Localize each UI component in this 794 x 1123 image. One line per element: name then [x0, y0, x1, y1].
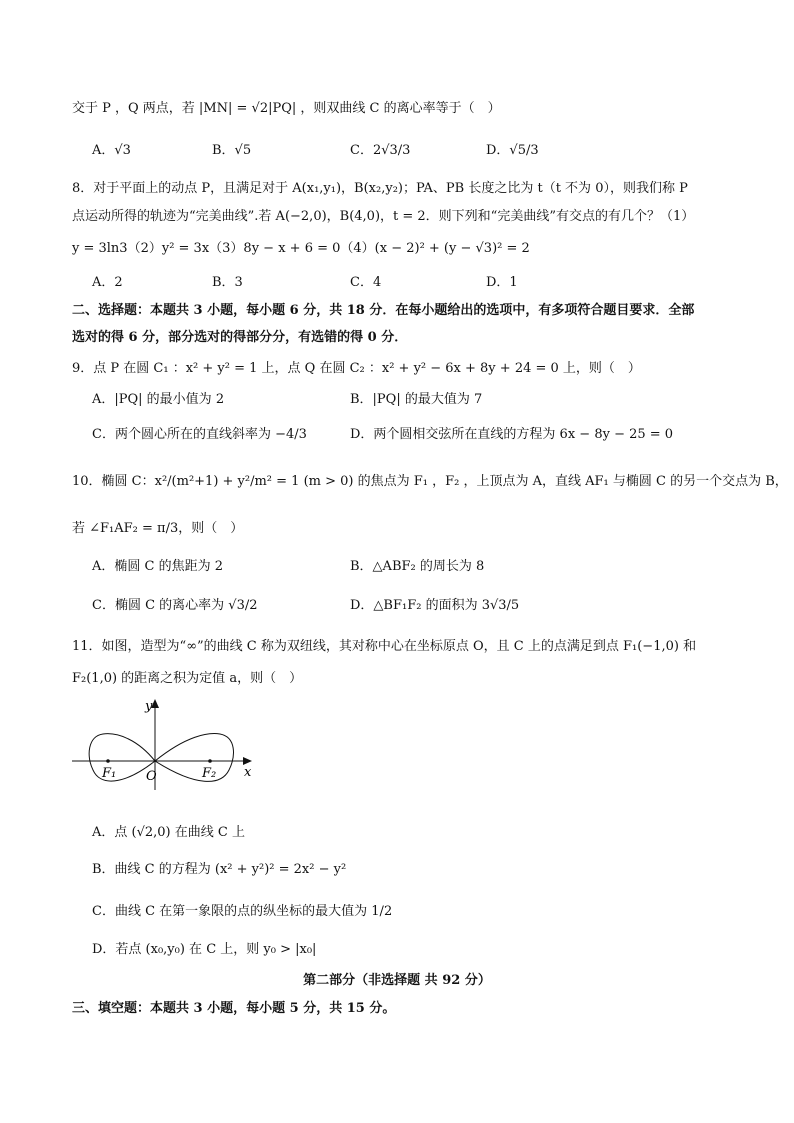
- x-axis-arrow-icon: [243, 757, 252, 765]
- q10-option-a: A．椭圆 C 的焦距为 2: [92, 559, 224, 574]
- f2-label: F₂: [202, 766, 217, 781]
- q11-option-a: A．点 (√2,0) 在曲线 C 上: [92, 825, 245, 840]
- q10-stem-line2: 若 ∠F₁AF₂ = π/3，则（ ）: [72, 521, 244, 536]
- q8-stem-line1: 8．对于平面上的动点 P，且满足对于 A(x₁,y₁)，B(x₂,y₂)；PA、PB 长度之比为 t（t 不为 0），则我们称 P: [72, 181, 688, 196]
- q7-option-a: A．√3: [92, 143, 131, 158]
- q11-option-d: D．若点 (x₀,y₀) 在 C 上，则 y₀ > |x₀|: [92, 942, 317, 957]
- q8-stem-line2: 点运动所得的轨迹为“完美曲线”.若 A(−2,0)，B(4,0)，t = 2．则下列和“完美曲线”有交点的有几个？（1）: [72, 209, 695, 224]
- f1-label: F₁: [102, 766, 117, 781]
- part2-heading: 第二部分（非选择题 共 92 分）: [303, 973, 491, 988]
- q8-option-a: A．2: [92, 275, 123, 290]
- q7-stem-continued: 交于 P ，Q 两点，若 |MN| = √2|PQ| ，则双曲线 C 的离心率等于（ ）: [72, 101, 501, 116]
- q11-stem-line2: F₂(1,0) 的距离之积为定值 a，则（ ）: [72, 671, 303, 686]
- q8-stem-line3: y = 3ln3（2）y² = 3x（3）8y − x + 6 = 0（4）(x − 2)² + (y − √3)² = 2: [72, 241, 530, 256]
- q9-stem: 9．点 P 在圆 C₁ ：x² + y² = 1 上，点 Q 在圆 C₂ ：x² + y² − 6x + 8y + 24 = 0 上，则（ ）: [72, 361, 641, 376]
- x-axis-label: x: [244, 765, 252, 780]
- q8-option-c: C．4: [350, 275, 382, 290]
- q8-option-d: D．1: [486, 275, 518, 290]
- y-axis-label: y: [145, 699, 153, 714]
- q9-option-b: B．|PQ| 的最大值为 7: [350, 392, 483, 407]
- q10-stem-line1: 10．椭圆 C：x²/(m²+1) + y²/m² = 1 (m > 0) 的焦点为 F₁ ，F₂ ，上顶点为 A，直线 AF₁ 与椭圆 C 的另一个交点为 B，: [72, 474, 788, 489]
- q9-option-a: A．|PQ| 的最小值为 2: [92, 392, 225, 407]
- f2-point: [208, 759, 212, 763]
- q7-option-d: D．√5/3: [486, 143, 539, 158]
- q9-option-d: D．两个圆相交弦所在直线的方程为 6x − 8y − 25 = 0: [350, 427, 674, 442]
- q10-option-c: C．椭圆 C 的离心率为 √3/2: [92, 598, 258, 613]
- q10-option-b: B．△ABF₂ 的周长为 8: [350, 559, 485, 574]
- q8-option-b: B．3: [212, 275, 243, 290]
- section3-heading: 三、填空题：本题共 3 小题，每小题 5 分，共 15 分。: [72, 1001, 396, 1016]
- q10-option-d: D．△BF₁F₂ 的面积为 3√3/5: [350, 598, 520, 613]
- origin-label: O: [146, 769, 157, 784]
- section2-heading-cont: 选对的得 6 分，部分选对的得部分分，有选错的得 0 分．: [72, 330, 408, 345]
- f1-point: [106, 759, 110, 763]
- lemniscate-figure: [68, 694, 268, 792]
- section2-heading: 二、选择题：本题共 3 小题，每小题 6 分，共 18 分．在每小题给出的选项中，有多项符合题目要求．全部: [72, 303, 695, 318]
- q11-stem-line1: 11．如图，造型为“∞”的曲线 C 称为双纽线，其对称中心在坐标原点 O，且 C 上的点满足到点 F₁(−1,0) 和: [72, 639, 697, 654]
- q7-option-b: B．√5: [212, 143, 252, 158]
- q11-option-b: B．曲线 C 的方程为 (x² + y²)² = 2x² − y²: [92, 862, 347, 877]
- q9-option-c: C．两个圆心所在的直线斜率为 −4/3: [92, 427, 307, 442]
- q7-option-c: C．2√3/3: [350, 143, 411, 158]
- q11-option-c: C．曲线 C 在第一象限的点的纵坐标的最大值为 1/2: [92, 904, 393, 919]
